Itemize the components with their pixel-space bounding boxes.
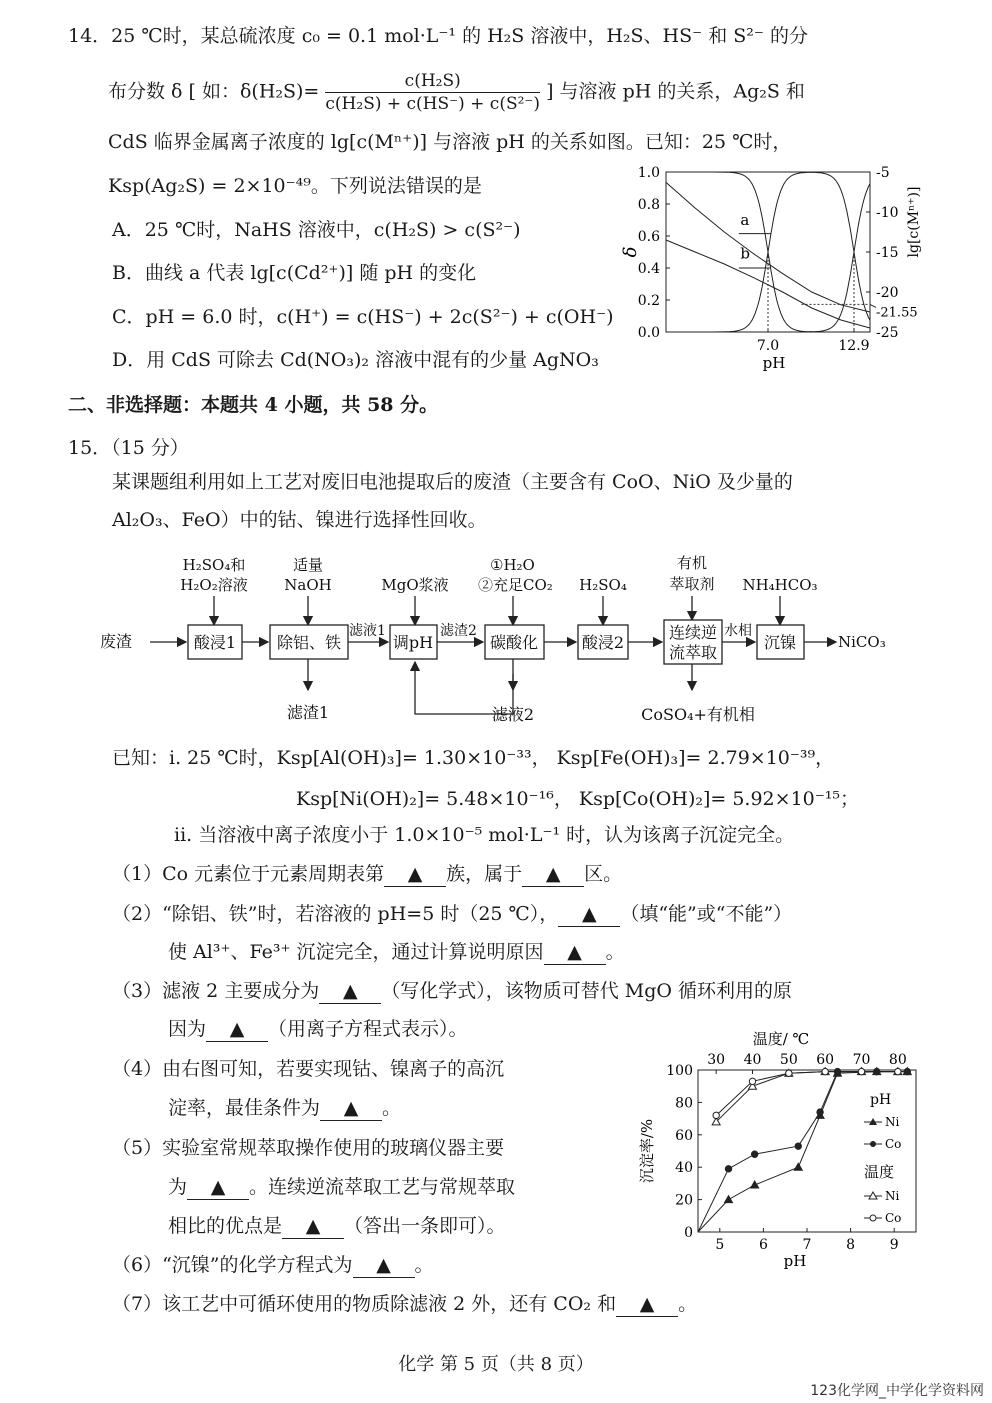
chart2-ytick-label: 100 — [666, 1063, 693, 1079]
curve-label-b: b — [740, 244, 750, 263]
marker-circle — [817, 1109, 823, 1115]
flow-arrow-aqueous: 水相 — [724, 623, 752, 639]
q14-option-b: B．曲线 a 代表 lg[c(Cd²⁺)] 随 pH 的变化 — [112, 262, 477, 284]
flow-reagent-3: MgO浆液 — [381, 576, 449, 594]
legend-group-temp: 温度 — [864, 1163, 895, 1181]
p5-text-c: 。连续逆流萃取工艺与常规萃取 — [249, 1176, 516, 1198]
flow-box-carbonation: 碳酸化 — [489, 633, 539, 652]
q15-intro-1: 某课题组利用如上工艺对废旧电池提取后的废渣（主要含有 CoO、NiO 及少量的 — [112, 471, 793, 493]
answer-blank[interactable]: ▲ — [544, 940, 606, 965]
legend-label: Ni — [885, 1115, 900, 1129]
q14-fraction — [325, 70, 540, 115]
q14-line2 — [108, 70, 805, 115]
flow-reagent-1b: H₂O₂溶液 — [180, 576, 248, 594]
chart2-ylabel: 沉淀率/% — [638, 1118, 656, 1184]
q15-part-2-cont — [168, 940, 625, 965]
chart2-xtick-label: 8 — [846, 1237, 856, 1253]
chart2-ytick-label: 20 — [675, 1192, 693, 1209]
marker-circle — [858, 1068, 864, 1074]
marker-circle — [822, 1068, 828, 1074]
q14-option-a: A．25 ℃时，NaHS 溶液中，c(H₂S) > c(S²⁻) — [112, 219, 521, 241]
section-2-heading: 二、非选择题：本题共 4 小题，共 58 分。 — [68, 394, 439, 416]
p5-text-b: 为 — [168, 1176, 188, 1198]
answer-blank[interactable]: ▲ — [282, 1214, 344, 1239]
answer-blank[interactable]: ▲ — [206, 1017, 268, 1042]
flow-arrow-residue-2: 滤渣2 — [440, 623, 477, 639]
q15-part-4: （4）由右图可知，若要实现钴、镍离子的高沉 — [112, 1058, 505, 1080]
p2-text-d: 。 — [605, 941, 625, 963]
p6-text-b: 。 — [414, 1254, 434, 1276]
q15-part-4-cont — [168, 1096, 401, 1121]
legend-label: Co — [885, 1211, 902, 1225]
answer-blank[interactable]: ▲ — [320, 1096, 382, 1121]
marker-triangle — [794, 1163, 802, 1170]
flow-product: NiCO₃ — [838, 633, 886, 651]
p2-text-b: （填“能”或“不能”） — [620, 903, 793, 925]
chart1-ylabel: δ — [620, 246, 641, 258]
chart2-xtick-label: 5 — [715, 1237, 725, 1253]
marker-circle — [786, 1070, 792, 1076]
q14-option-d: D．用 CdS 可除去 Cd(NO₃)₂ 溶液中混有的少量 AgNO₃ — [112, 349, 599, 371]
chart2-x2tick-label: 50 — [779, 1052, 798, 1068]
page-footer: 化学 第 5 页（共 8 页） — [398, 1354, 594, 1375]
p5-text-e: （答出一条即可）。 — [344, 1215, 506, 1237]
p1-text-c: 区。 — [584, 863, 623, 885]
chart2-xtick-label: 6 — [758, 1237, 768, 1253]
answer-blank[interactable]: ▲ — [558, 902, 620, 927]
flow-reagent-2b: NaOH — [284, 576, 332, 594]
flow-box-adjust-ph: 调pH — [392, 633, 434, 652]
legend-group-ph: pH — [870, 1092, 892, 1108]
p7-text-a: （7）该工艺中可循环使用的物质除滤液 2 外，还有 CO₂ 和 — [112, 1293, 617, 1315]
chart1-y2tick-label: -20 — [876, 285, 899, 301]
flow-out-filtrate-2: 滤液2 — [491, 705, 535, 724]
q15-part-5-cont — [168, 1175, 515, 1200]
flow-box-extraction-line2: 流萃取 — [668, 643, 718, 662]
flow-reagent-5: H₂SO₄ — [579, 576, 627, 594]
chart1-y2-marker: -21.55 — [876, 305, 918, 321]
chart2-ytick-label: 60 — [675, 1127, 693, 1144]
marker-circle — [725, 1166, 731, 1172]
chart2-ytick-label: 40 — [675, 1160, 693, 1177]
p1-text-a: （1）Co 元素位于元素周期表第 — [112, 863, 385, 885]
q15-part-7 — [112, 1292, 697, 1317]
flow-reagent-4b: ②充足CO₂ — [478, 576, 553, 594]
flow-reagent-4a: ①H₂O — [490, 556, 535, 574]
marker-circle — [795, 1143, 801, 1149]
chart1-ytick-label: 0.0 — [637, 325, 660, 341]
answer-blank[interactable]: ▲ — [384, 862, 446, 887]
q15-part-3 — [112, 979, 792, 1004]
marker-circle — [751, 1151, 757, 1157]
chart1-xtick-label: 7.0 — [756, 338, 780, 354]
process-flow-diagram — [100, 548, 900, 730]
flow-box-precipitate-ni: 沉镍 — [763, 633, 797, 652]
chart1-ytick-label: 1.0 — [637, 165, 660, 181]
q14-line2-post: ] 与溶液 pH 的关系，Ag₂S 和 — [546, 80, 805, 103]
chart1-y2tick-label: -25 — [876, 325, 899, 341]
flow-out-coso4: CoSO₄+有机相 — [641, 705, 755, 724]
watermark: 123化学网_中学化学资料网 — [810, 1383, 984, 1399]
q15-heading: 15．（15 分） — [68, 437, 189, 459]
q15-part-1 — [112, 862, 622, 887]
q15-part-6 — [112, 1253, 434, 1278]
marker-circle — [895, 1068, 901, 1074]
chart1-y2label: lg[c(Mⁿ⁺)] — [906, 186, 922, 258]
marker-circle — [904, 1068, 910, 1074]
flow-reagent-6a: 有机 — [676, 554, 708, 572]
fraction-numerator: c(H₂S) — [325, 70, 540, 93]
curve-label-a: a — [740, 210, 750, 229]
q14-line2-pre: 布分数 δ [ 如：δ(H₂S)= — [108, 80, 320, 103]
p2-text-a: （2）“除铝、铁”时，若溶液的 pH=5 时（25 ℃）， — [112, 903, 559, 925]
chart2-x2tick-label: 40 — [743, 1052, 762, 1068]
p4-text-b: 淀率，最佳条件为 — [168, 1097, 321, 1119]
p2-text-c: 使 Al³⁺、Fe³⁺ 沉淀完全，通过计算说明原因 — [168, 941, 544, 963]
marker-circle — [713, 1112, 719, 1118]
flow-box-remove-al-fe: 除铝、铁 — [276, 633, 342, 652]
q15-part-5: （5）实验室常规萃取操作使用的玻璃仪器主要 — [112, 1137, 505, 1159]
q15-intro-2: Al₂O₃、FeO）中的钴、镍进行选择性回收。 — [112, 509, 487, 531]
known-line-1: 已知：i. 25 ℃时，Ksp[Al(OH)₃]= 1.30×10⁻³³， Ksp[Fe(OH)₃]= 2.79×10⁻³⁹， — [112, 747, 835, 769]
chart1-ytick-label: 0.8 — [637, 197, 660, 213]
answer-blank[interactable]: ▲ — [187, 1175, 249, 1200]
flow-reagent-7: NH₄HCO₃ — [742, 576, 818, 594]
chart2-ytick-label: 0 — [684, 1225, 693, 1241]
chart1-y2tick-label: -5 — [876, 165, 890, 181]
answer-blank[interactable]: ▲ — [319, 979, 381, 1004]
marker-circle — [749, 1078, 755, 1084]
flow-box-acid-leach-1: 酸浸1 — [193, 633, 237, 652]
flow-reagent-6b: 萃取剂 — [669, 575, 715, 593]
chart1-ytick-label: 0.6 — [637, 229, 660, 245]
chart1-xtick-label: 12.9 — [838, 338, 870, 354]
p7-text-b: 。 — [678, 1293, 698, 1315]
q15-part-2 — [112, 902, 792, 927]
p3-text-a: （3）滤液 2 主要成分为 — [112, 980, 320, 1002]
chart1-ytick-label: 0.2 — [637, 293, 660, 309]
q14-line1: 14．25 ℃时，某总硫浓度 c₀ = 0.1 mol·L⁻¹ 的 H₂S 溶液中，H₂S、HS⁻ 和 S²⁻ 的分 — [68, 25, 808, 47]
marker-triangle — [725, 1196, 733, 1203]
q15-part-3-cont — [168, 1017, 468, 1042]
p3-text-d: （用离子方程式表示）。 — [268, 1018, 468, 1040]
flow-box-acid-leach-2: 酸浸2 — [581, 633, 625, 652]
flow-reagent-2a: 适量 — [292, 556, 324, 574]
p3-text-b: （写化学式），该物质可替代 MgO 循环利用的原 — [381, 980, 793, 1002]
chart2-x2label: 温度/ ℃ — [752, 1030, 810, 1048]
chart2-ytick-label: 80 — [675, 1095, 693, 1112]
flow-box-extraction-line1: 连续逆 — [668, 623, 718, 642]
answer-blank[interactable]: ▲ — [522, 862, 584, 887]
chart2-x2tick-label: 80 — [888, 1052, 907, 1068]
fraction-denominator: c(H₂S) + c(HS⁻) + c(S²⁻) — [325, 94, 541, 114]
chart1-y2tick-label: -10 — [876, 205, 899, 221]
known-line-3: ii. 当溶液中离子浓度小于 1.0×10⁻⁵ mol·L⁻¹ 时，认为该离子沉淀完全。 — [174, 824, 795, 846]
answer-blank[interactable]: ▲ — [616, 1292, 678, 1317]
p5-text-d: 相比的优点是 — [168, 1215, 283, 1237]
chart1-xlabel: pH — [762, 354, 786, 372]
flow-reagent-1a: H₂SO₄和 — [182, 556, 246, 574]
q14-option-c: C．pH = 6.0 时，c(H⁺) = c(HS⁻) + 2c(S²⁻) + c(OH⁻) — [112, 306, 614, 328]
q14-line4: Ksp(Ag₂S) = 2×10⁻⁴⁹。下列说法错误的是 — [108, 175, 482, 197]
q15-part-5-cont2 — [168, 1214, 506, 1239]
p4-text-c: 。 — [382, 1097, 402, 1119]
answer-blank[interactable]: ▲ — [353, 1253, 415, 1278]
flow-out-residue-1: 滤渣1 — [286, 703, 330, 722]
p6-text-a: （6）“沉镍”的化学方程式为 — [112, 1254, 353, 1276]
p3-text-c: 因为 — [168, 1018, 207, 1040]
precipitation-rate-chart — [630, 1024, 950, 1274]
q14-line3: CdS 临界金属离子浓度的 lg[c(Mⁿ⁺)] 与溶液 pH 的关系如图。已知：25 ℃时， — [108, 131, 792, 153]
chart2-x2tick-label: 60 — [816, 1052, 835, 1068]
chart2-xtick-label: 7 — [802, 1237, 812, 1253]
chart2-x2tick-label: 70 — [852, 1052, 871, 1068]
marker-triangle — [751, 1181, 759, 1188]
chart2-xtick-label: 9 — [889, 1237, 899, 1253]
delta-ph-chart — [612, 158, 932, 373]
legend-label: Co — [885, 1137, 902, 1151]
chart2-x2tick-label: 30 — [707, 1052, 726, 1068]
chart1-y2tick-label: -15 — [876, 245, 899, 261]
known-line-2: Ksp[Ni(OH)₂]= 5.48×10⁻¹⁶， Ksp[Co(OH)₂]= 5.92×10⁻¹⁵； — [296, 788, 860, 810]
chart1-ytick-label: 0.4 — [637, 261, 660, 277]
p1-text-b: 族，属于 — [446, 863, 523, 885]
legend-marker-circle — [870, 1141, 876, 1147]
flow-start: 废渣 — [100, 632, 133, 651]
legend-label: Ni — [885, 1189, 900, 1203]
chart2-xlabel: pH — [783, 1252, 807, 1270]
flow-arrow-filtrate-1: 滤液1 — [349, 623, 386, 639]
legend-marker-circle — [870, 1215, 876, 1221]
